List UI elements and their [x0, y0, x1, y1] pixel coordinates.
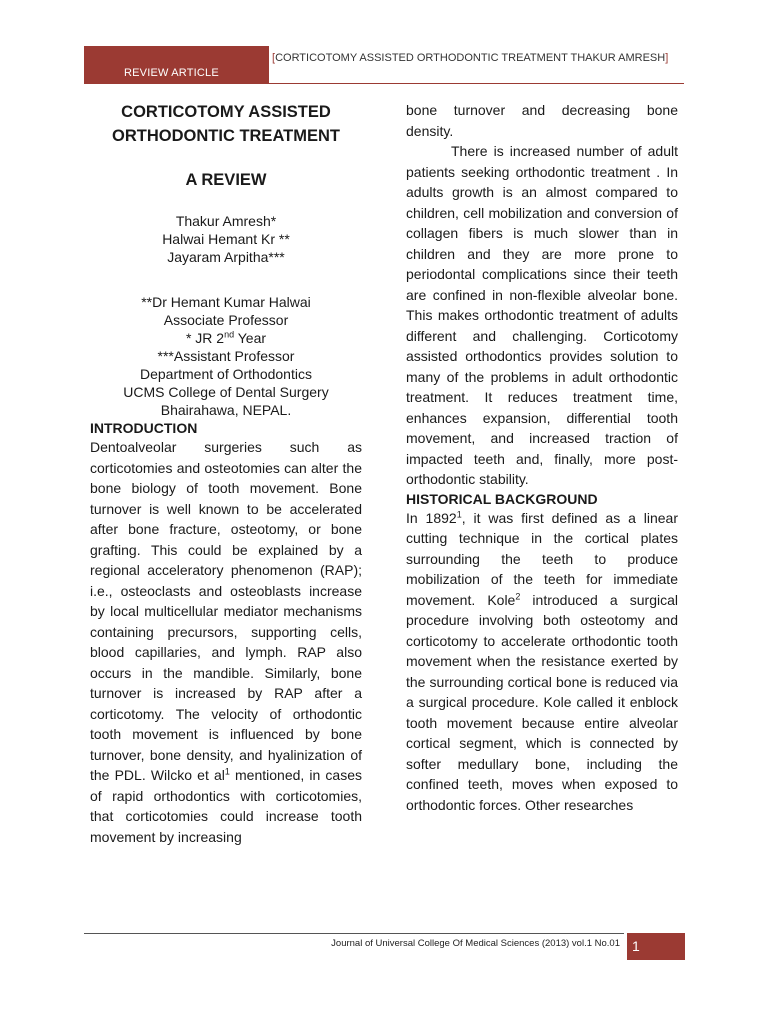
- header-divider: [84, 83, 684, 84]
- article-subtitle: A REVIEW: [185, 171, 267, 189]
- paragraph-text: mentioned, in cases of rapid orthodontics with corticotomies, that corticotomies could increase tooth movement by increasing: [90, 767, 362, 845]
- left-column: [90, 100, 362, 847]
- running-title: [272, 52, 672, 65]
- article-title: CORTICOTOMY ASSISTED ORTHODONTIC TREATMENT: [112, 103, 340, 145]
- author-name: Thakur Amresh*: [175, 213, 277, 229]
- affiliation-text: * JR 2: [185, 330, 225, 346]
- page-number: 1: [627, 933, 685, 960]
- historical-heading: HISTORICAL BACKGROUND: [406, 490, 598, 507]
- affiliation-line: UCMS College of Dental Surgery: [123, 384, 329, 400]
- affiliation-line: Bhairahawa, NEPAL.: [160, 402, 292, 418]
- footer-divider: [84, 933, 624, 934]
- introduction-paragraph: [90, 437, 362, 847]
- affiliation-line: ***Assistant Professor: [157, 348, 295, 364]
- affiliation-block: [90, 293, 362, 419]
- paragraph-text: introduced a surgical procedure involving both osteotomy and corticotomy to accelerate orthodontic tooth movement when the resistance exerted by the surrounding cortical bone is reduced via a surgical procedure. Kole called it enblock tooth movement because entire alveolar cortical segment, which is connected by softer medullary bone, including the confined teeth, moves when exposed to orthodontic forces. Other researches: [406, 591, 678, 813]
- section-label: REVIEW ARTICLE: [84, 46, 269, 83]
- running-title-text: CORTICOTOMY ASSISTED ORTHODONTIC TREATMENT THAKUR AMRESH: [275, 52, 666, 64]
- citation-superscript: 1: [456, 508, 462, 519]
- affiliation-line: Associate Professor: [163, 312, 289, 328]
- historical-paragraph: [406, 508, 678, 816]
- citation-superscript: 2: [515, 590, 521, 601]
- continuation-paragraph: bone turnover and decreasing bone density.: [406, 102, 678, 139]
- author-name: Jayaram Arpitha***: [167, 249, 285, 265]
- introduction-heading: INTRODUCTION: [90, 420, 198, 436]
- adult-patients-paragraph: There is increased number of adult patients seeking orthodontic treatment . In adults growth is an almost compared to children, cell mobilization and conversion of collagen fibers is much slower than in children and they are more prone to periodontal complications since their teeth are confined in non-flexible alveolar bone. This makes orthodontic treatment of adults different and challenging. Corticotomy assisted orthodontics provides solution to many of the problems in adult orthodontic treatment. It reduces treatment time, enhances expansion, differential tooth movement, and increased traction of impacted teeth and, finally, more post-orthodontic stability.: [406, 143, 678, 487]
- affiliation-text: Year: [234, 330, 267, 346]
- affiliation-line: [90, 329, 362, 347]
- paragraph-text: , it was first defined as a linear cutting technique in the cortical plates surrounding the teeth to produce mobilization of the teeth for immediate movement. Kole: [406, 509, 679, 608]
- author-name: Halwai Hemant Kr **: [162, 231, 290, 247]
- affiliation-line: **Dr Hemant Kumar Halwai: [141, 294, 311, 310]
- author-list: [90, 212, 362, 266]
- journal-citation: Journal of Universal College Of Medical Sciences (2013) vol.1 No.01: [331, 938, 620, 949]
- ordinal-superscript: nd: [224, 329, 235, 340]
- right-column: [406, 100, 678, 815]
- bracket-close: ]: [665, 52, 669, 64]
- citation-superscript: 1: [224, 766, 230, 777]
- affiliation-line: Department of Orthodontics: [140, 366, 312, 382]
- bracket-open: [: [272, 52, 276, 64]
- paragraph-text: In 1892: [406, 509, 457, 526]
- paragraph-text: Dentoalveolar surgeries such as corticotomies and osteotomies can alter the bone biology of tooth movement. Bone turnover is well known to be accelerated after bone fracture, osteotomy, or bone grafting. This could be explained by a regional acceleratory phenomenon (RAP); i.e., osteoclasts and osteoblasts increase by local multicellular mediator mechanisms containing precursors, supporting cells, blood capillaries, and lymph. RAP also occurs in the mandible. Similarly, bone turnover is increased by RAP after a corticotomy. The velocity of orthodontic tooth movement is influenced by bone turnover, bone density, and hyalinization of the PDL. Wilcko et al: [90, 439, 362, 783]
